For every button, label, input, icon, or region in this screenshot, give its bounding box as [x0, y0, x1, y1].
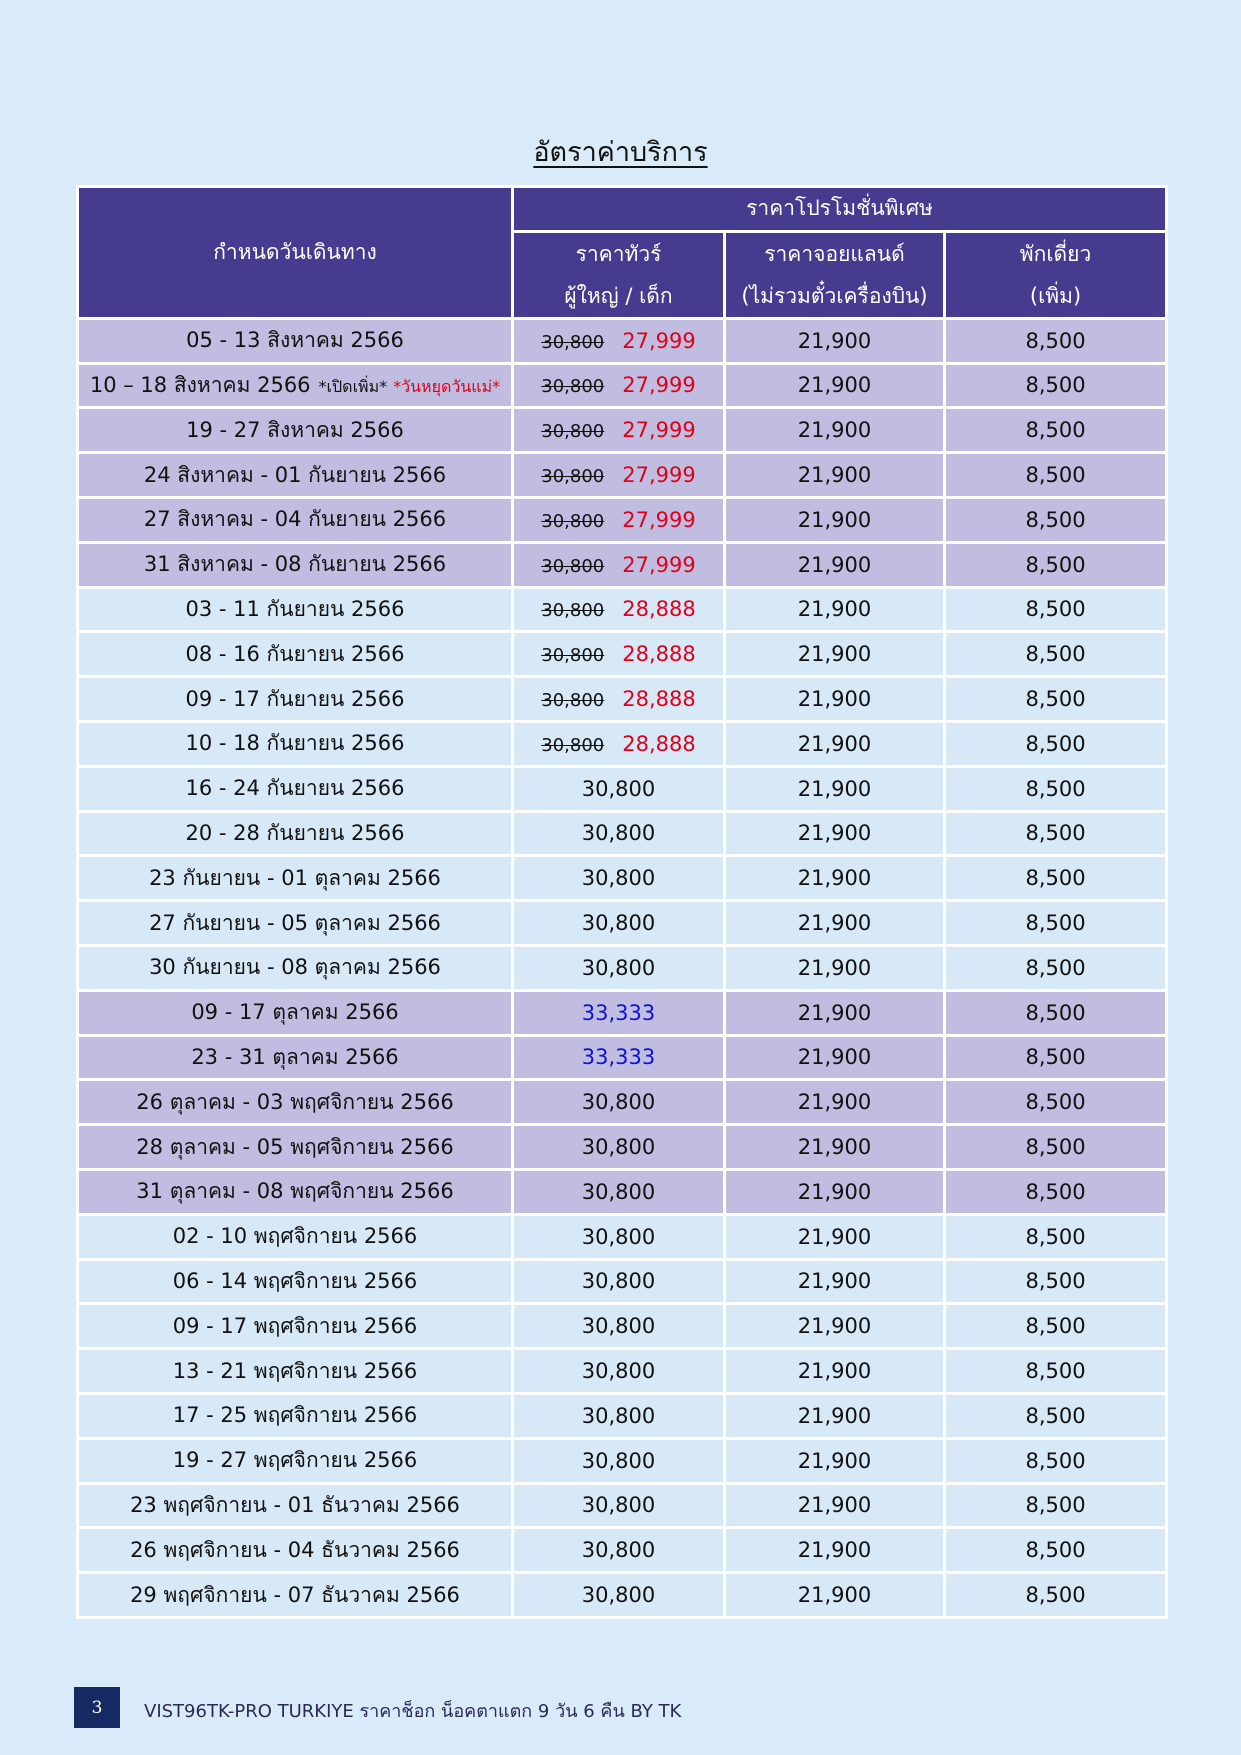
header-join-land-line1: ราคาจอยแลนด์: [764, 241, 905, 266]
tour-price: 30,800: [581, 1403, 656, 1428]
travel-date-cell: [78, 542, 513, 587]
join-land-price: 21,900: [725, 811, 945, 856]
table-row: [78, 1259, 1167, 1304]
travel-date: 16 - 24 กันยายน 2566: [185, 776, 405, 801]
table-row: [78, 1214, 1167, 1259]
travel-date-cell: [78, 318, 513, 363]
join-land-price: 21,900: [725, 408, 945, 453]
tour-price-cell: [513, 901, 725, 946]
table-row: [78, 1438, 1167, 1483]
travel-date-cell: [78, 811, 513, 856]
table-row: [78, 542, 1167, 587]
join-land-price: 21,900: [725, 1259, 945, 1304]
single-room-price: 8,500: [945, 1438, 1167, 1483]
travel-date-cell: [78, 1438, 513, 1483]
join-land-price: 21,900: [725, 766, 945, 811]
travel-date-cell: [78, 1349, 513, 1394]
travel-date: 13 - 21 พฤศจิกายน 2566: [172, 1358, 418, 1383]
join-land-price: 21,900: [725, 1035, 945, 1080]
tour-price-cell: [513, 1035, 725, 1080]
rates-table-body: [78, 318, 1167, 1617]
join-land-price: 21,900: [725, 587, 945, 632]
tour-price: 30,800: [581, 776, 656, 801]
travel-date-cell: [78, 677, 513, 722]
original-price: 30,800: [541, 376, 605, 398]
tour-price: 33,333: [581, 1045, 656, 1070]
tour-price: 30,800: [581, 1090, 656, 1115]
table-row: [78, 945, 1167, 990]
tour-price-cell: [513, 1393, 725, 1438]
original-price: 30,800: [541, 734, 605, 756]
tour-price-cell: [513, 811, 725, 856]
original-price: 30,800: [541, 331, 605, 353]
promo-price: 28,888: [622, 597, 696, 622]
extra-round-note: *เปิดเพิ่ม*: [318, 376, 388, 396]
travel-date-cell: [78, 990, 513, 1035]
single-room-price: 8,500: [945, 677, 1167, 722]
header-join-land-line2: (ไม่รวมตั๋วเครื่องบิน): [741, 283, 928, 308]
promo-price: 27,999: [622, 463, 696, 488]
single-room-price: 8,500: [945, 408, 1167, 453]
single-room-price: 8,500: [945, 1528, 1167, 1573]
travel-date: 23 - 31 ตุลาคม 2566: [191, 1044, 399, 1069]
travel-date-cell: [78, 1573, 513, 1618]
travel-date: 19 - 27 สิงหาคม 2566: [186, 417, 404, 442]
original-price: 30,800: [541, 466, 605, 488]
table-row: [78, 497, 1167, 542]
table-row: [78, 1080, 1167, 1125]
tour-price: 30,800: [581, 955, 656, 980]
original-price: 30,800: [541, 645, 605, 667]
tour-price: 30,800: [581, 1224, 656, 1249]
single-room-price: 8,500: [945, 1169, 1167, 1214]
tour-price-cell: [513, 542, 725, 587]
travel-date-cell: [78, 721, 513, 766]
join-land-price: 21,900: [725, 901, 945, 946]
join-land-price: 21,900: [725, 1169, 945, 1214]
join-land-price: 21,900: [725, 1214, 945, 1259]
travel-date-cell: [78, 408, 513, 453]
travel-date: 28 ตุลาคม - 05 พฤศจิกายน 2566: [136, 1134, 454, 1159]
tour-price-cell: [513, 856, 725, 901]
single-room-price: 8,500: [945, 497, 1167, 542]
table-row: [78, 1035, 1167, 1080]
tour-price-cell: [513, 677, 725, 722]
travel-date: 23 พฤศจิกายน - 01 ธันวาคม 2566: [130, 1492, 460, 1517]
single-room-price: 8,500: [945, 453, 1167, 498]
table-row: [78, 587, 1167, 632]
header-join-land: [725, 231, 945, 318]
original-price: 30,800: [541, 690, 605, 712]
table-row: [78, 1483, 1167, 1528]
header-tour-price-line1: ราคาทัวร์: [575, 241, 662, 266]
tour-price-cell: [513, 363, 725, 408]
travel-date: 08 - 16 กันยายน 2566: [185, 641, 405, 666]
join-land-price: 21,900: [725, 542, 945, 587]
promo-price: 27,999: [622, 552, 696, 577]
travel-date-cell: [78, 1214, 513, 1259]
travel-date: 23 กันยายน - 01 ตุลาคม 2566: [149, 865, 441, 890]
tour-price-cell: [513, 408, 725, 453]
travel-date: 09 - 17 พฤศจิกายน 2566: [172, 1313, 418, 1338]
travel-date-cell: [78, 632, 513, 677]
single-room-price: 8,500: [945, 1483, 1167, 1528]
footer-text: VIST96TK-PRO TURKIYE ราคาช็อก น็อคตาแตก 9 วัน 6 คืน BY TK: [144, 1701, 682, 1722]
table-row: [78, 318, 1167, 363]
promo-price: 28,888: [622, 687, 696, 712]
travel-date: 24 สิงหาคม - 01 กันยายน 2566: [143, 462, 447, 487]
table-row: [78, 1169, 1167, 1214]
original-price: 30,800: [541, 600, 605, 622]
travel-date: 10 - 18 กันยายน 2566: [185, 731, 405, 756]
join-land-price: 21,900: [725, 363, 945, 408]
travel-date: 29 พฤศจิกายน - 07 ธันวาคม 2566: [130, 1582, 460, 1607]
travel-date-cell: [78, 1483, 513, 1528]
table-row: [78, 901, 1167, 946]
tour-price: 30,800: [581, 1538, 656, 1563]
join-land-price: 21,900: [725, 1393, 945, 1438]
travel-date: 09 - 17 ตุลาคม 2566: [191, 1000, 399, 1025]
tour-price-cell: [513, 1349, 725, 1394]
travel-date: 10 – 18 สิงหาคม 2566: [89, 372, 311, 397]
tour-price-cell: [513, 721, 725, 766]
join-land-price: 21,900: [725, 677, 945, 722]
header-tour-price-line2: ผู้ใหญ่ / เด็ก: [564, 283, 673, 308]
single-room-price: 8,500: [945, 1080, 1167, 1125]
tour-price-cell: [513, 1214, 725, 1259]
header-single-room-line2: (เพิ่ม): [1029, 283, 1082, 308]
tour-price-cell: [513, 1169, 725, 1214]
single-room-price: 8,500: [945, 1393, 1167, 1438]
single-room-price: 8,500: [945, 1304, 1167, 1349]
table-row: [78, 1125, 1167, 1170]
travel-date-cell: [78, 497, 513, 542]
single-room-price: 8,500: [945, 1349, 1167, 1394]
header-promo-group: ราคาโปรโมชั่นพิเศษ: [513, 187, 1167, 232]
travel-date: 05 - 13 สิงหาคม 2566: [186, 328, 404, 353]
travel-date-cell: [78, 945, 513, 990]
tour-price-cell: [513, 945, 725, 990]
travel-date: 06 - 14 พฤศจิกายน 2566: [172, 1268, 418, 1293]
tour-price-cell: [513, 1483, 725, 1528]
join-land-price: 21,900: [725, 1483, 945, 1528]
travel-date-cell: [78, 587, 513, 632]
tour-price-cell: [513, 1304, 725, 1349]
table-row: [78, 453, 1167, 498]
table-row: [78, 1573, 1167, 1618]
single-room-price: 8,500: [945, 1259, 1167, 1304]
table-row: [78, 677, 1167, 722]
travel-date: 02 - 10 พฤศจิกายน 2566: [172, 1224, 418, 1249]
travel-date-cell: [78, 363, 513, 408]
travel-date: 19 - 27 พฤศจิกายน 2566: [172, 1448, 418, 1473]
join-land-price: 21,900: [725, 453, 945, 498]
promo-price: 27,999: [622, 373, 696, 398]
travel-date-cell: [78, 856, 513, 901]
table-row: [78, 766, 1167, 811]
join-land-price: 21,900: [725, 990, 945, 1035]
tour-price-cell: [513, 318, 725, 363]
tour-price: 30,800: [581, 1493, 656, 1518]
table-row: [78, 1528, 1167, 1573]
tour-price: 30,800: [581, 1448, 656, 1473]
tour-price-cell: [513, 1573, 725, 1618]
single-room-price: 8,500: [945, 856, 1167, 901]
original-price: 30,800: [541, 555, 605, 577]
single-room-price: 8,500: [945, 1035, 1167, 1080]
original-price: 30,800: [541, 421, 605, 443]
single-room-price: 8,500: [945, 632, 1167, 677]
travel-date-cell: [78, 1393, 513, 1438]
table-row: [78, 1349, 1167, 1394]
join-land-price: 21,900: [725, 632, 945, 677]
travel-date-cell: [78, 1169, 513, 1214]
tour-price-cell: [513, 766, 725, 811]
table-row: [78, 856, 1167, 901]
travel-date-cell: [78, 1035, 513, 1080]
travel-date: 03 - 11 กันยายน 2566: [185, 596, 405, 621]
table-row: [78, 408, 1167, 453]
tour-price: 30,800: [581, 1269, 656, 1294]
holiday-note: *วันหยุดวันแม่*: [393, 376, 501, 396]
travel-date-cell: [78, 766, 513, 811]
single-room-price: 8,500: [945, 1573, 1167, 1618]
single-room-price: 8,500: [945, 901, 1167, 946]
join-land-price: 21,900: [725, 1304, 945, 1349]
travel-date: 17 - 25 พฤศจิกายน 2566: [172, 1403, 418, 1428]
travel-date: 26 พฤศจิกายน - 04 ธันวาคม 2566: [130, 1537, 460, 1562]
tour-price: 30,800: [581, 1359, 656, 1384]
join-land-price: 21,900: [725, 497, 945, 542]
tour-price: 30,800: [581, 1314, 656, 1339]
travel-date: 30 กันยายน - 08 ตุลาคม 2566: [149, 955, 441, 980]
tour-price-cell: [513, 1125, 725, 1170]
travel-date: 27 กันยายน - 05 ตุลาคม 2566: [149, 910, 441, 935]
travel-date: 27 สิงหาคม - 04 กันยายน 2566: [143, 507, 447, 532]
tour-price: 30,800: [581, 1583, 656, 1607]
tour-price-cell: [513, 1528, 725, 1573]
promo-price: 27,999: [622, 507, 696, 532]
tour-price-cell: [513, 453, 725, 498]
rates-table: [76, 185, 1168, 1619]
tour-price: 30,800: [581, 911, 656, 936]
join-land-price: 21,900: [725, 318, 945, 363]
single-room-price: 8,500: [945, 363, 1167, 408]
single-room-price: 8,500: [945, 811, 1167, 856]
join-land-price: 21,900: [725, 945, 945, 990]
table-row: [78, 721, 1167, 766]
tour-price-cell: [513, 497, 725, 542]
promo-price: 27,999: [622, 328, 696, 353]
page-title: อัตราค่าบริการ: [533, 137, 708, 168]
table-row: [78, 990, 1167, 1035]
header-tour-price: [513, 231, 725, 318]
travel-date: 31 ตุลาคม - 08 พฤศจิกายน 2566: [136, 1179, 454, 1204]
promo-price: 28,888: [622, 642, 696, 667]
tour-price: 30,800: [581, 821, 656, 846]
travel-date: 31 สิงหาคม - 08 กันยายน 2566: [143, 552, 447, 577]
travel-date: 26 ตุลาคม - 03 พฤศจิกายน 2566: [136, 1089, 454, 1114]
travel-date-cell: [78, 1125, 513, 1170]
single-room-price: 8,500: [945, 990, 1167, 1035]
join-land-price: 21,900: [725, 1349, 945, 1394]
join-land-price: 21,900: [725, 856, 945, 901]
tour-price-cell: [513, 587, 725, 632]
travel-date-cell: [78, 1259, 513, 1304]
travel-date-cell: [78, 1528, 513, 1573]
join-land-price: 21,900: [725, 1438, 945, 1483]
promo-price: 27,999: [622, 418, 696, 443]
table-row: [78, 1304, 1167, 1349]
travel-date-cell: [78, 1304, 513, 1349]
travel-date-cell: [78, 453, 513, 498]
tour-price-cell: [513, 1080, 725, 1125]
table-row: [78, 363, 1167, 408]
join-land-price: 21,900: [725, 1080, 945, 1125]
header-single-room-line1: พักเดี่ยว: [1019, 241, 1092, 266]
single-room-price: 8,500: [945, 1125, 1167, 1170]
table-row: [78, 811, 1167, 856]
travel-date-cell: [78, 1080, 513, 1125]
single-room-price: 8,500: [945, 542, 1167, 587]
single-room-price: 8,500: [945, 1214, 1167, 1259]
tour-price-cell: [513, 1438, 725, 1483]
travel-date: 09 - 17 กันยายน 2566: [185, 686, 405, 711]
single-room-price: 8,500: [945, 945, 1167, 990]
page-number-badge: 3: [74, 1687, 120, 1728]
join-land-price: 21,900: [725, 1528, 945, 1573]
single-room-price: 8,500: [945, 766, 1167, 811]
travel-date-cell: [78, 901, 513, 946]
tour-price: 33,333: [581, 1000, 656, 1025]
single-room-price: 8,500: [945, 721, 1167, 766]
tour-price-cell: [513, 990, 725, 1035]
original-price: 30,800: [541, 510, 605, 532]
header-single-room: [945, 231, 1167, 318]
join-land-price: 21,900: [725, 721, 945, 766]
join-land-price: 21,900: [725, 1125, 945, 1170]
tour-price: 30,800: [581, 866, 656, 891]
tour-price-cell: [513, 1259, 725, 1304]
table-row: [78, 632, 1167, 677]
promo-price: 28,888: [622, 731, 696, 756]
header-travel-date: กำหนดวันเดินทาง: [78, 187, 513, 319]
join-land-price: 21,900: [725, 1573, 945, 1618]
tour-price: 30,800: [581, 1179, 656, 1204]
single-room-price: 8,500: [945, 587, 1167, 632]
tour-price-cell: [513, 632, 725, 677]
tour-price: 30,800: [581, 1135, 656, 1160]
single-room-price: 8,500: [945, 318, 1167, 363]
travel-date: 20 - 28 กันยายน 2566: [185, 820, 405, 845]
table-row: [78, 1393, 1167, 1438]
